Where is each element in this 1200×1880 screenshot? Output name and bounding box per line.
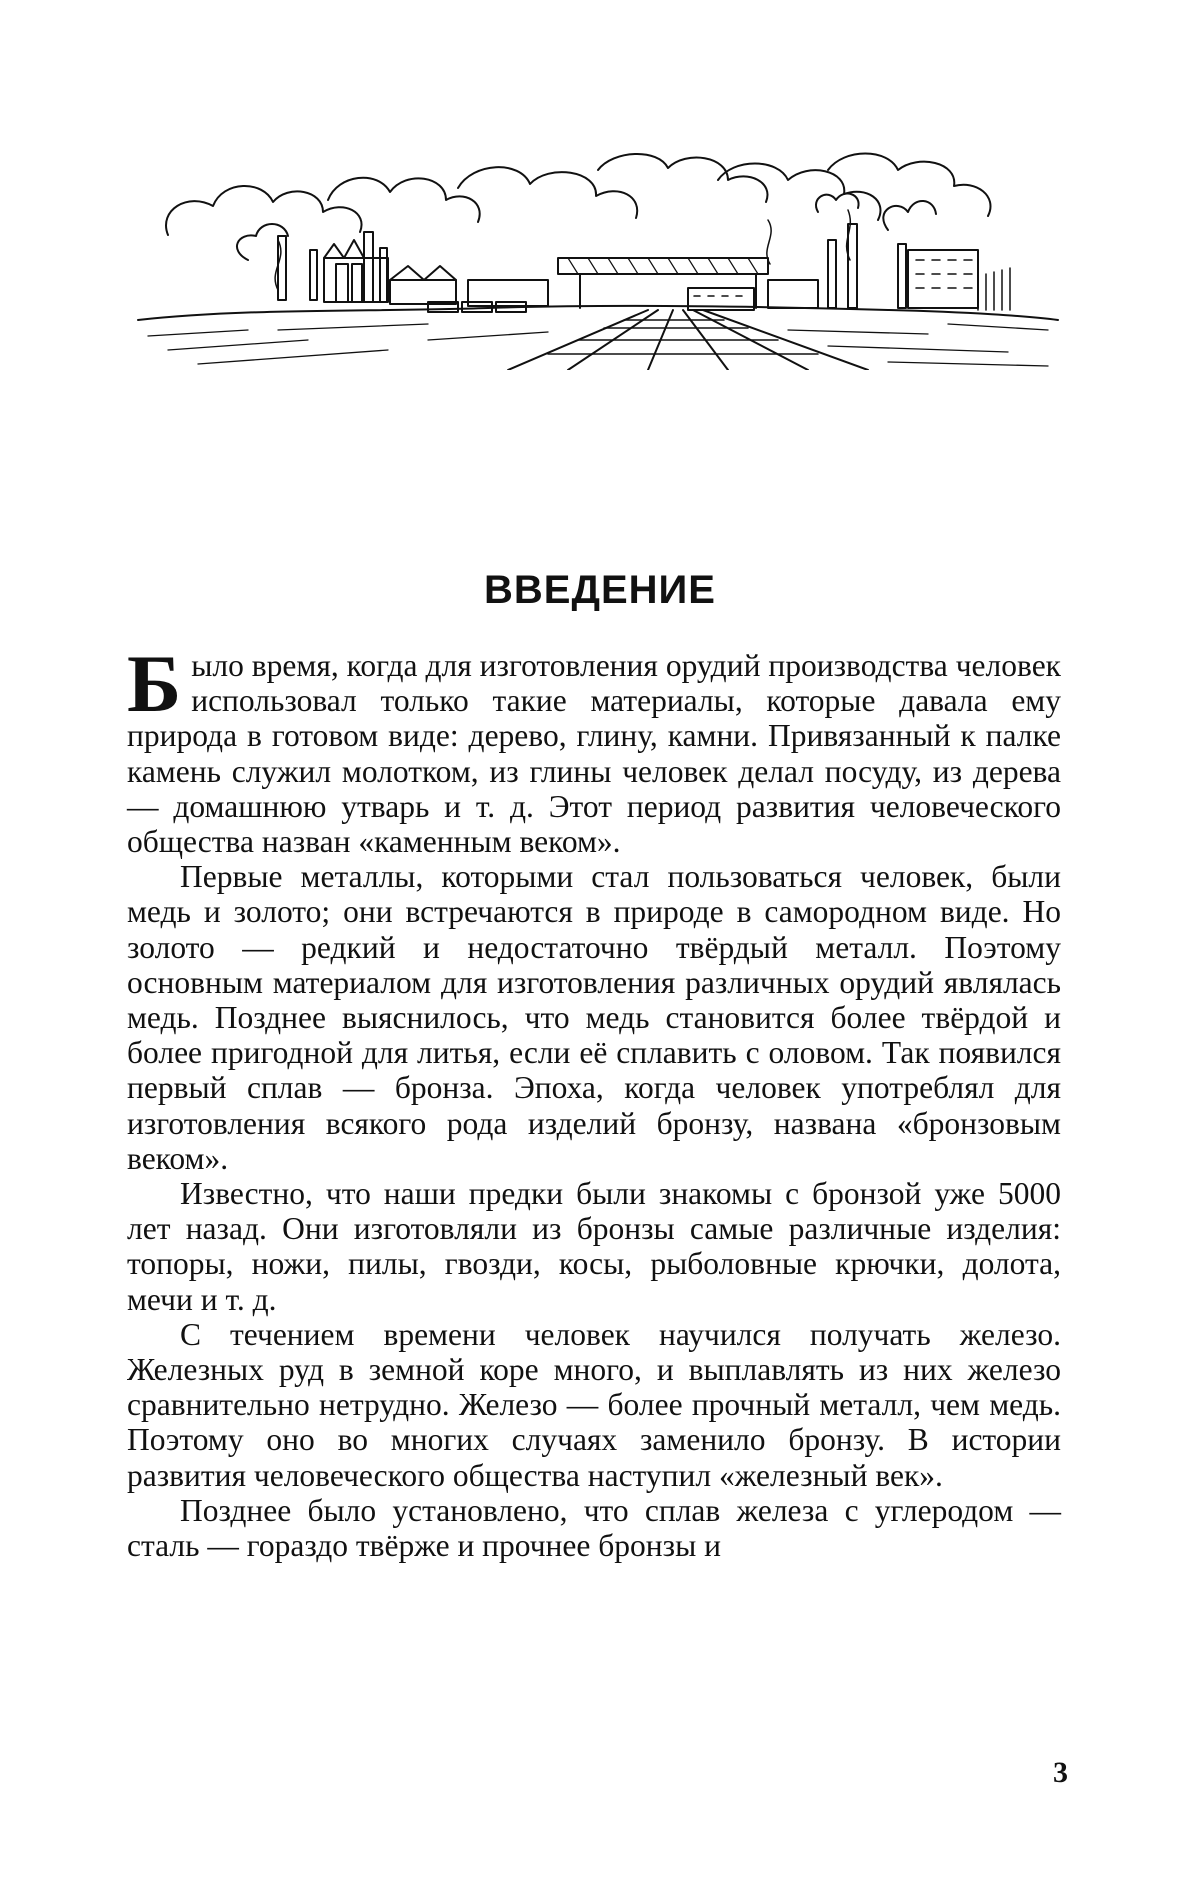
paragraph: Позднее было установлено, что сплав железа с углеродом — сталь — гораздо твёрже и прочнее бронзы и (127, 1492, 1061, 1564)
drop-cap: Б (127, 638, 182, 729)
paragraph (127, 638, 1061, 860)
paragraph: С течением времени человек научился получать железо. Железных руд в земной коре много, и выплавлять из них железо сравнительно нетрудно. Железо — более прочный металл, чем медь. Поэтому оно во многих случаях заменило бронзу. В истории развития человеческого общества наступил «железный век». (127, 1316, 1061, 1493)
paragraph-text: ыло время, когда для изготовления орудий производства человек использовал только такие материалы, которые давала ему природа в готовом виде: дерево, глину, камни. Привязанный к палке камень служил молотком, из глины человек делал посуду, из дерева — домашнюю утварь и т. д. Этот период развития человеческого общества назван «каменным веком». (127, 648, 1061, 860)
page-number: 3 (1053, 1756, 1068, 1789)
chapter-body (127, 638, 1061, 1564)
chapter-title: ВВЕДЕНИЕ (484, 568, 716, 612)
industrial-landscape-illustration (128, 140, 1064, 370)
paragraph: Первые металлы, которыми стал пользоваться человек, были медь и золото; они встречаются в природе в самородном виде. Но золото — редкий и недостаточно твёрдый металл. Поэтому основным материалом для изготовления различных орудий являлась медь. Позднее выяснилось, что медь становится более твёрдой и более пригодной для литья, если её сплавить с оловом. Так появился первый сплав — бронза. Эпоха, когда человек употреблял для изготовления всякого рода изделий бронзу, названа «бронзовым веком». (127, 859, 1061, 1176)
paragraph: Известно, что наши предки были знакомы с бронзой уже 5000 лет назад. Они изготовляли из бронзы самые различные изделия: топоры, ножи, пилы, гвозди, косы, рыболовные крючки, долота, мечи и т. д. (127, 1176, 1061, 1317)
